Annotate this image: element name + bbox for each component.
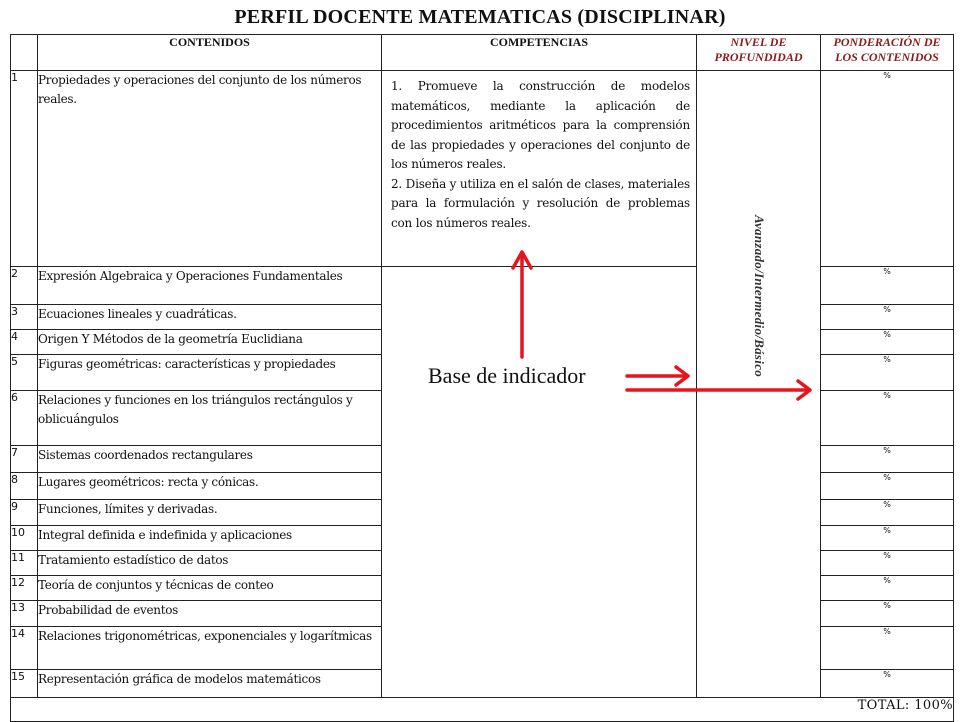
pct-cell: % xyxy=(821,551,954,576)
row-number: 11 xyxy=(11,551,38,576)
row-number: 15 xyxy=(11,670,38,698)
annotation-label: Base de indicador xyxy=(428,363,586,388)
row-number: 6 xyxy=(11,391,38,446)
row-number: 13 xyxy=(11,601,38,627)
pct-cell: % xyxy=(821,391,954,446)
pct-cell: % xyxy=(821,473,954,500)
content-cell: Integral definida e indefinida y aplicaciones xyxy=(38,526,382,551)
pct-cell: % xyxy=(821,601,954,627)
pct-cell: % xyxy=(821,71,954,267)
competencia-1: 1. Promueve la construcción de modelos matemáticos, mediante la aplicación de procedimientos aritméticos para la comprensión de las propiedades y operaciones del conjunto de los números reales. xyxy=(391,79,690,171)
total-cell: TOTAL: 100% xyxy=(11,698,954,722)
row-number: 2 xyxy=(11,267,38,305)
row-number: 5 xyxy=(11,355,38,391)
pct-cell: % xyxy=(821,446,954,473)
header-ponderacion: PONDERACIÓN DE LOS CONTENIDOS xyxy=(821,35,954,71)
pct-cell: % xyxy=(821,500,954,526)
pct-cell: % xyxy=(821,330,954,355)
content-cell: Figuras geométricas: características y propiedades xyxy=(38,355,382,391)
pct-cell: % xyxy=(821,305,954,330)
page-title: PERFIL DOCENTE MATEMATICAS (DISCIPLINAR) xyxy=(234,6,726,28)
content-cell: Relaciones y funciones en los triángulos rectángulos y oblicuángulos xyxy=(38,391,382,446)
content-cell: Origen Y Métodos de la geometría Euclidiana xyxy=(38,330,382,355)
pct-cell: % xyxy=(821,627,954,670)
nivel-value: Avanzado/Intermedio/Básico xyxy=(751,214,767,378)
content-cell: Lugares geométricos: recta y cónicas. xyxy=(38,473,382,500)
pct-cell: % xyxy=(821,576,954,601)
content-cell: Propiedades y operaciones del conjunto de los números reales. xyxy=(38,71,382,267)
content-cell: Teoría de conjuntos y técnicas de conteo xyxy=(38,576,382,601)
row-number: 14 xyxy=(11,627,38,670)
pct-cell: % xyxy=(821,526,954,551)
content-cell: Funciones, límites y derivadas. xyxy=(38,500,382,526)
row-number: 3 xyxy=(11,305,38,330)
content-cell: Representación gráfica de modelos matemáticos xyxy=(38,670,382,698)
row-number: 10 xyxy=(11,526,38,551)
row-number: 7 xyxy=(11,446,38,473)
row-number: 9 xyxy=(11,500,38,526)
content-cell: Sistemas coordenados rectangulares xyxy=(38,446,382,473)
content-cell: Ecuaciones lineales y cuadráticas. xyxy=(38,305,382,330)
pct-cell: % xyxy=(821,267,954,305)
content-cell: Probabilidad de eventos xyxy=(38,601,382,627)
content-cell: Tratamiento estadístico de datos xyxy=(38,551,382,576)
row-number: 1 xyxy=(11,71,38,267)
row-number: 8 xyxy=(11,473,38,500)
header-nivel: NIVEL DE PROFUNDIDAD xyxy=(697,35,821,71)
row-number: 12 xyxy=(11,576,38,601)
content-cell: Expresión Algebraica y Operaciones Fundamentales xyxy=(38,267,382,305)
pct-cell: % xyxy=(821,355,954,391)
content-cell: Relaciones trigonométricas, exponenciales y logarítmicas xyxy=(38,627,382,670)
row-number: 4 xyxy=(11,330,38,355)
pct-cell: % xyxy=(821,670,954,698)
header-competencias: COMPETENCIAS xyxy=(382,35,697,71)
competencia-2: 2. Diseña y utiliza en el salón de clases, materiales para la formulación y resolución de problemas con los números reales. xyxy=(391,176,690,230)
header-contenidos: CONTENIDOS xyxy=(38,35,382,71)
